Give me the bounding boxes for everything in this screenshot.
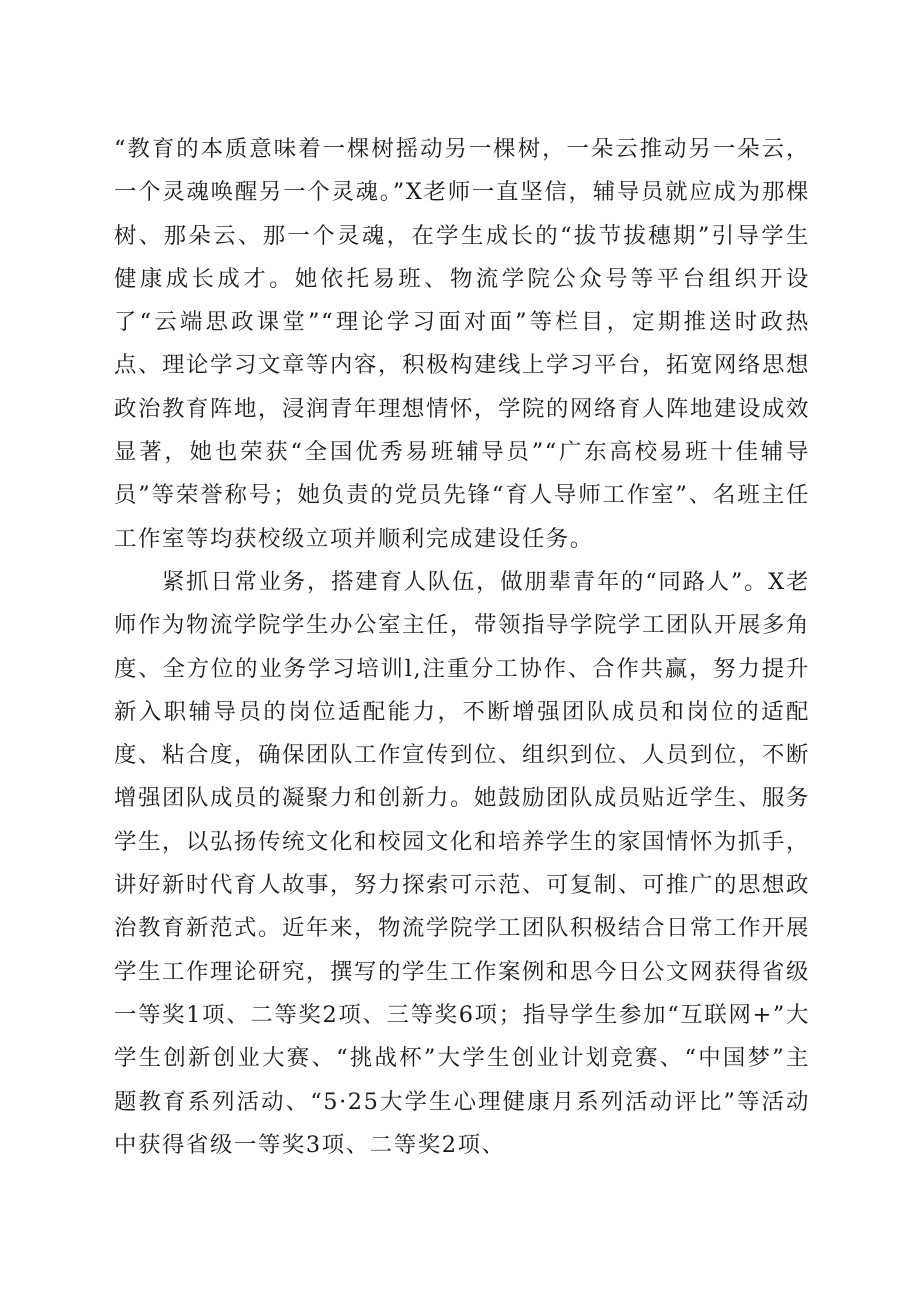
document-body [114, 128, 810, 1167]
paragraph-1: “教育的本质意味着一棵树摇动另一棵树，一朵云推动另一朵云，一个灵魂唤醒另一个灵魂。”X老师一直坚信，辅导员就应成为那棵树、那朵云、那一个灵魂，在学生成长的“拔节拔穗期”引导学生健康成长成才。她依托易班、物流学院公众号等平台组织开设了“云端思政课堂”“理论学习面对面”等栏目，定期推送时政热点、理论学习文章等内容，积极构建线上学习平台，拓宽网络思想政治教育阵地，浸润青年理想情怀，学院的网络育人阵地建设成效显著，她也荣获“全国优秀易班辅导员”“广东高校易班十佳辅导员”等荣誉称号；她负责的党员先锋“育人导师工作室”、名班主任工作室等均获校级立项并顺利完成建设任务。 [114, 136, 810, 552]
paragraph-2: 紧抓日常业务，搭建育人队伍，做朋辈青年的“同路人”。X老师作为物流学院学生办公室主任，带领指导学院学工团队开展多角度、全方位的业务学习培训l,注重分工协作、合作共赢，努力提升新入职辅导员的岗位适配能力，不断增强团队成员和岗位的适配度、粘合度，确保团队工作宣传到位、组织到位、人员到位，不断增强团队成员的凝聚力和创新力。她鼓励团队成员贴近学生、服务学生，以弘扬传统文化和校园文化和培养学生的家国情怀为抓手，讲好新时代育人故事，努力探索可示范、可复制、可推广的思想政治教育新范式。近年来，物流学院学工团队积极结合日常工作开展学生工作理论研究，撰写的学生工作案例和思今日公文网获得省级一等奖1项、二等奖2项、三等奖6项；指导学生参加“互联网+”大学生创新创业大赛、“挑战杯”大学生创业计划竞赛、“中国梦”主题教育系列活动、“5·25大学生心理健康月系列活动评比”等活动中获得省级一等奖3项、二等奖2项、 [114, 568, 810, 1158]
